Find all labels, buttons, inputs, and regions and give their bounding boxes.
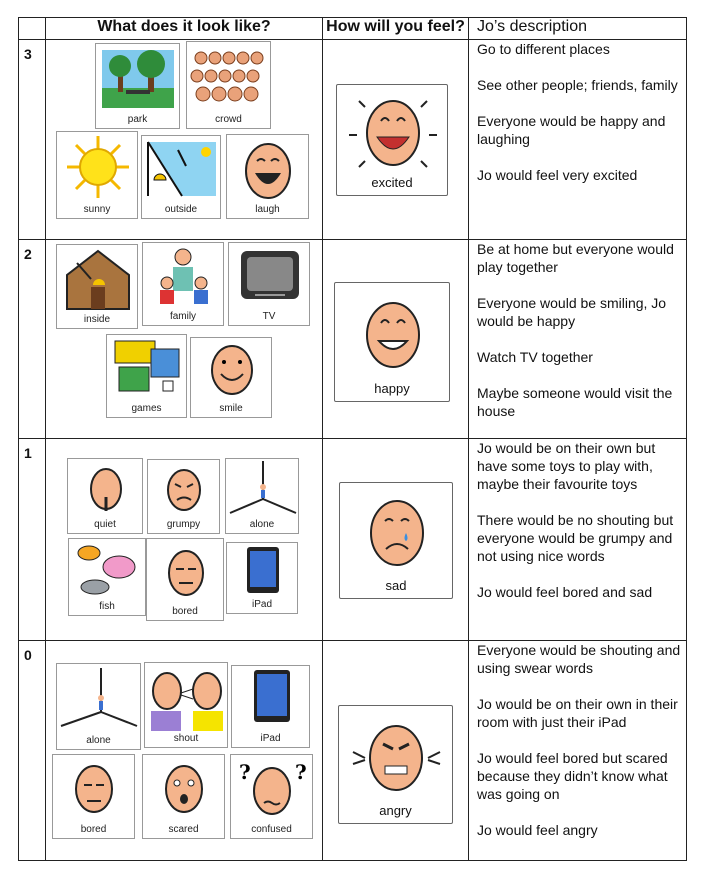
picture-card-alone xyxy=(56,663,141,750)
header-description: Jo’s description xyxy=(469,18,687,40)
picture-card-bored xyxy=(52,754,135,839)
picture-label: bored xyxy=(172,606,198,617)
happy-face-icon xyxy=(335,283,451,381)
picture-card-laugh xyxy=(226,134,309,219)
pictures-cell xyxy=(46,439,323,641)
feeling-cell xyxy=(323,40,469,240)
feeling-label: happy xyxy=(374,381,410,396)
alone-icon xyxy=(226,459,300,519)
picture-label: park xyxy=(127,114,148,125)
header-what: What does it look like? xyxy=(46,18,323,40)
inside-icon xyxy=(57,245,139,313)
fish-icon xyxy=(69,539,147,601)
picture-card-inside xyxy=(56,244,138,329)
description-line: Jo would feel angry xyxy=(477,822,598,838)
angry-face-icon xyxy=(339,706,454,804)
picture-card-sunny xyxy=(56,131,138,219)
picture-label: iPad xyxy=(251,599,272,610)
row-0 xyxy=(19,641,687,861)
feeling-cell xyxy=(323,439,469,641)
svg-text:?: ? xyxy=(239,760,251,784)
pictures-cell xyxy=(46,40,323,240)
row-3 xyxy=(19,40,687,240)
row-2 xyxy=(19,240,687,439)
picture-label: grumpy xyxy=(166,519,201,530)
picture-card-ipad xyxy=(231,665,310,748)
feeling-label: excited xyxy=(371,175,413,190)
smile-icon xyxy=(191,338,273,402)
picture-card-confused xyxy=(230,754,313,839)
sun-icon xyxy=(57,132,139,202)
description-line: See other people; friends, family xyxy=(477,77,678,93)
bored-icon xyxy=(53,755,136,823)
ipad-icon xyxy=(232,666,311,732)
picture-card-outside xyxy=(141,135,221,219)
description-line: Watch TV together xyxy=(477,349,593,365)
picture-card-grumpy xyxy=(147,459,220,534)
row-number: 1 xyxy=(19,439,46,641)
picture-label: outside xyxy=(164,204,198,215)
pictures-cell xyxy=(46,641,323,861)
description-line: Jo would be on their own in their room with just their iPad xyxy=(477,696,678,730)
header-feel: How will you feel? xyxy=(323,18,469,40)
confused-icon xyxy=(231,755,314,823)
tv-icon xyxy=(229,243,311,309)
picture-label: alone xyxy=(249,519,275,530)
header-row xyxy=(19,18,687,40)
description-line: There would be no shouting but everyone would be grumpy and not using nice words xyxy=(477,512,674,564)
picture-label: family xyxy=(169,311,197,322)
picture-card-family xyxy=(142,242,224,326)
description-line: Everyone would be smiling, Jo would be happy xyxy=(477,295,667,329)
description-line: Jo would feel bored and sad xyxy=(477,584,653,600)
alone-icon xyxy=(57,664,142,734)
picture-label: crowd xyxy=(215,114,242,125)
description-cell xyxy=(469,439,687,641)
description-cell xyxy=(469,40,687,240)
picture-card-shout xyxy=(144,662,228,748)
picture-label: shout xyxy=(173,733,199,744)
row-number: 2 xyxy=(19,240,46,439)
feeling-label: angry xyxy=(379,803,412,818)
description-line: Jo would feel very excited xyxy=(477,167,638,183)
feeling-card-happy xyxy=(334,282,450,402)
grumpy-icon xyxy=(148,460,221,518)
picture-card-bored xyxy=(146,538,224,621)
picture-label: scared xyxy=(168,824,199,835)
picture-label: confused xyxy=(251,824,292,835)
picture-label: sunny xyxy=(83,204,111,215)
description-line: Go to different places xyxy=(477,41,610,57)
bored-icon xyxy=(147,539,225,605)
picture-label: quiet xyxy=(94,519,116,530)
games-icon xyxy=(107,335,188,401)
quiet-icon xyxy=(68,459,144,519)
svg-text:?: ? xyxy=(295,760,307,784)
picture-card-fish xyxy=(68,538,146,616)
picture-label: TV xyxy=(262,311,276,322)
crowd-icon xyxy=(187,42,272,112)
feeling-card-excited xyxy=(336,84,448,196)
row-number: 0 xyxy=(19,641,46,861)
description-line: Be at home but everyone would play together xyxy=(477,241,674,275)
feeling-card-angry xyxy=(338,705,453,824)
description-cell xyxy=(469,240,687,439)
picture-card-quiet xyxy=(67,458,143,534)
picture-card-games xyxy=(106,334,187,418)
scared-icon xyxy=(143,755,226,823)
row-number: 3 xyxy=(19,40,46,240)
feeling-label: sad xyxy=(385,578,407,593)
picture-card-smile xyxy=(190,337,272,418)
feeling-card-sad xyxy=(339,482,453,599)
picture-card-ipad xyxy=(226,542,298,614)
picture-label: alone xyxy=(86,735,111,746)
picture-label: inside xyxy=(83,314,111,325)
description-cell xyxy=(469,641,687,861)
header-blank xyxy=(19,18,46,40)
row-1 xyxy=(19,439,687,641)
picture-label: laugh xyxy=(255,204,280,215)
pictures-cell xyxy=(46,240,323,439)
feeling-cell xyxy=(323,240,469,439)
picture-label: smile xyxy=(219,403,243,414)
picture-card-park xyxy=(95,43,180,129)
excited-face-icon xyxy=(337,85,449,177)
picture-card-scared xyxy=(142,754,225,839)
description-line: Everyone would be shouting and using swear words xyxy=(477,642,681,676)
park-icon xyxy=(96,44,181,114)
ipad-icon xyxy=(227,543,299,599)
picture-label: fish xyxy=(99,601,115,612)
description-line: Everyone would be happy and laughing xyxy=(477,113,666,147)
picture-card-crowd xyxy=(186,41,271,129)
laugh-icon xyxy=(227,135,310,203)
shout-icon xyxy=(145,663,229,733)
family-icon xyxy=(143,243,225,309)
picture-card-tv xyxy=(228,242,310,326)
description-line: Jo would be on their own but have some toys to play with, maybe their favourite toys xyxy=(477,440,656,492)
outside-icon xyxy=(142,136,222,202)
picture-label: iPad xyxy=(260,733,281,744)
sad-face-icon xyxy=(340,483,454,579)
picture-label: games xyxy=(131,403,162,414)
picture-label: bored xyxy=(80,824,107,835)
feeling-cell xyxy=(323,641,469,861)
picture-card-alone xyxy=(225,458,299,534)
feelings-table xyxy=(18,17,687,861)
description-line: Maybe someone would visit the house xyxy=(477,385,673,419)
description-line: Jo would feel bored but scared because they didn’t know what was going on xyxy=(477,750,668,802)
